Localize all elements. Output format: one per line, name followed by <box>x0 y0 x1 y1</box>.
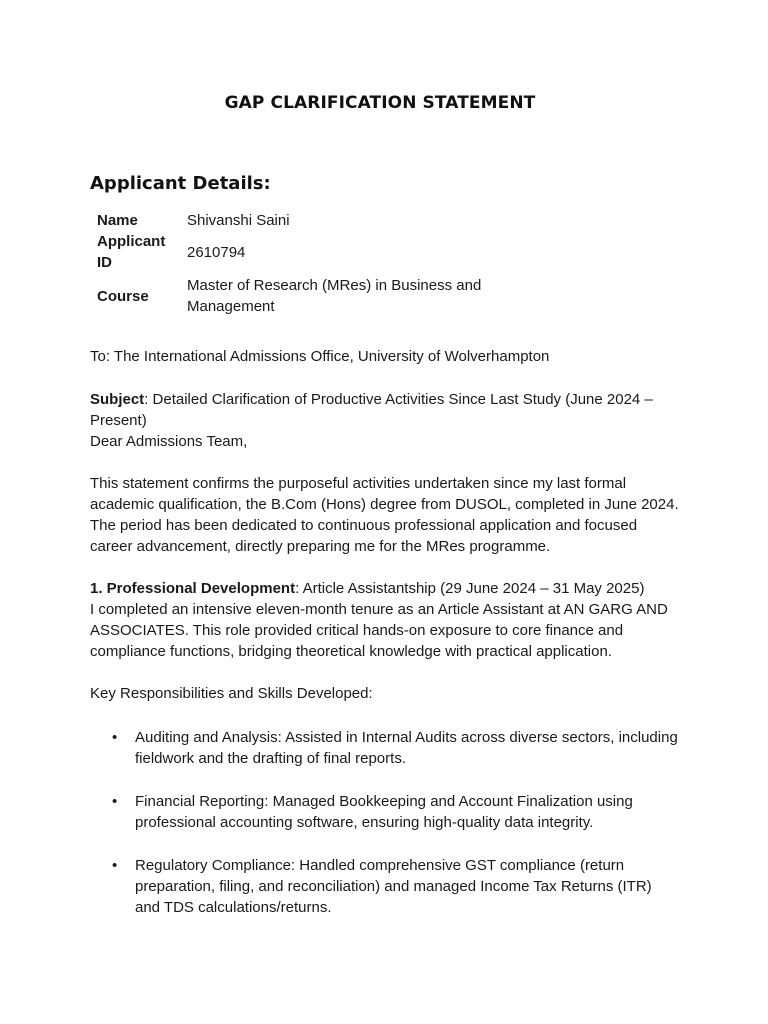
intro-paragraph: This statement confirms the purposeful activities undertaken since my last formal academic qualification, the B.Com (Hons) degree from DUSOL, completed in June 2024. The period has been dedicated to continuous professional application and focused career advancement, directly preparing me for the MRes programme. <box>90 475 679 555</box>
list-item-text: Regulatory Compliance: Handled comprehensive GST compliance (return preparation, filing, and reconciliation) and managed Income Tax Returns (ITR) and TDS calculations/returns. <box>135 857 652 916</box>
applicant-id-value: 2610794 <box>187 243 246 261</box>
subject-paragraph <box>90 389 680 431</box>
list-item <box>90 791 680 833</box>
subject-label: Subject <box>90 391 145 408</box>
document-title: GAP CLARIFICATION STATEMENT <box>224 93 536 113</box>
section1-paragraph: I completed an intensive eleven-month tenure as an Article Assistant at AN GARG AND ASSOCIATES. This role provided critical hands-on exposure to core finance and compliance functions, bridging theoretical knowledge with practical application. <box>90 601 668 660</box>
responsibilities-intro: Key Responsibilities and Skills Developed: <box>90 685 373 702</box>
course-label: Course <box>97 287 149 305</box>
bullet-icon: • <box>112 793 118 810</box>
bullet-icon: • <box>112 857 118 874</box>
section1-heading-line <box>90 578 680 599</box>
details-row-name <box>90 209 524 231</box>
section1-text: : Article Assistantship (29 June 2024 – 31 May 2025) <box>295 580 645 597</box>
applicant-id-label <box>90 231 180 273</box>
subject-text: : Detailed Clarification of Productive Activities Since Last Study (June 2024 – Present) <box>90 391 653 429</box>
applicant-id-label-line2: ID <box>97 254 112 271</box>
name-label: Name <box>97 211 138 229</box>
applicant-details-table <box>90 209 524 317</box>
recipient-line: To: The International Admissions Office, University of Wolverhampton <box>90 348 550 365</box>
list-item <box>90 727 680 769</box>
applicant-id-label-line1: Applicant <box>97 233 166 250</box>
applicant-details-heading: Applicant Details: <box>90 173 271 194</box>
list-item <box>90 855 680 918</box>
responsibilities-list <box>90 727 680 940</box>
salutation: Dear Admissions Team, <box>90 433 248 450</box>
name-value: Shivanshi Saini <box>187 211 290 229</box>
list-item-text: Financial Reporting: Managed Bookkeeping and Account Finalization using professional accounting software, ensuring high-quality data integrity. <box>135 793 633 831</box>
list-item-text: Auditing and Analysis: Assisted in Internal Audits across diverse sectors, including fieldwork and the drafting of final reports. <box>135 729 678 767</box>
section1-label: 1. Professional Development <box>90 580 296 597</box>
course-value: Master of Research (MRes) in Business and Management <box>187 277 482 315</box>
details-row-course <box>90 273 524 317</box>
details-row-applicant-id <box>90 231 524 273</box>
bullet-icon: • <box>112 729 118 746</box>
